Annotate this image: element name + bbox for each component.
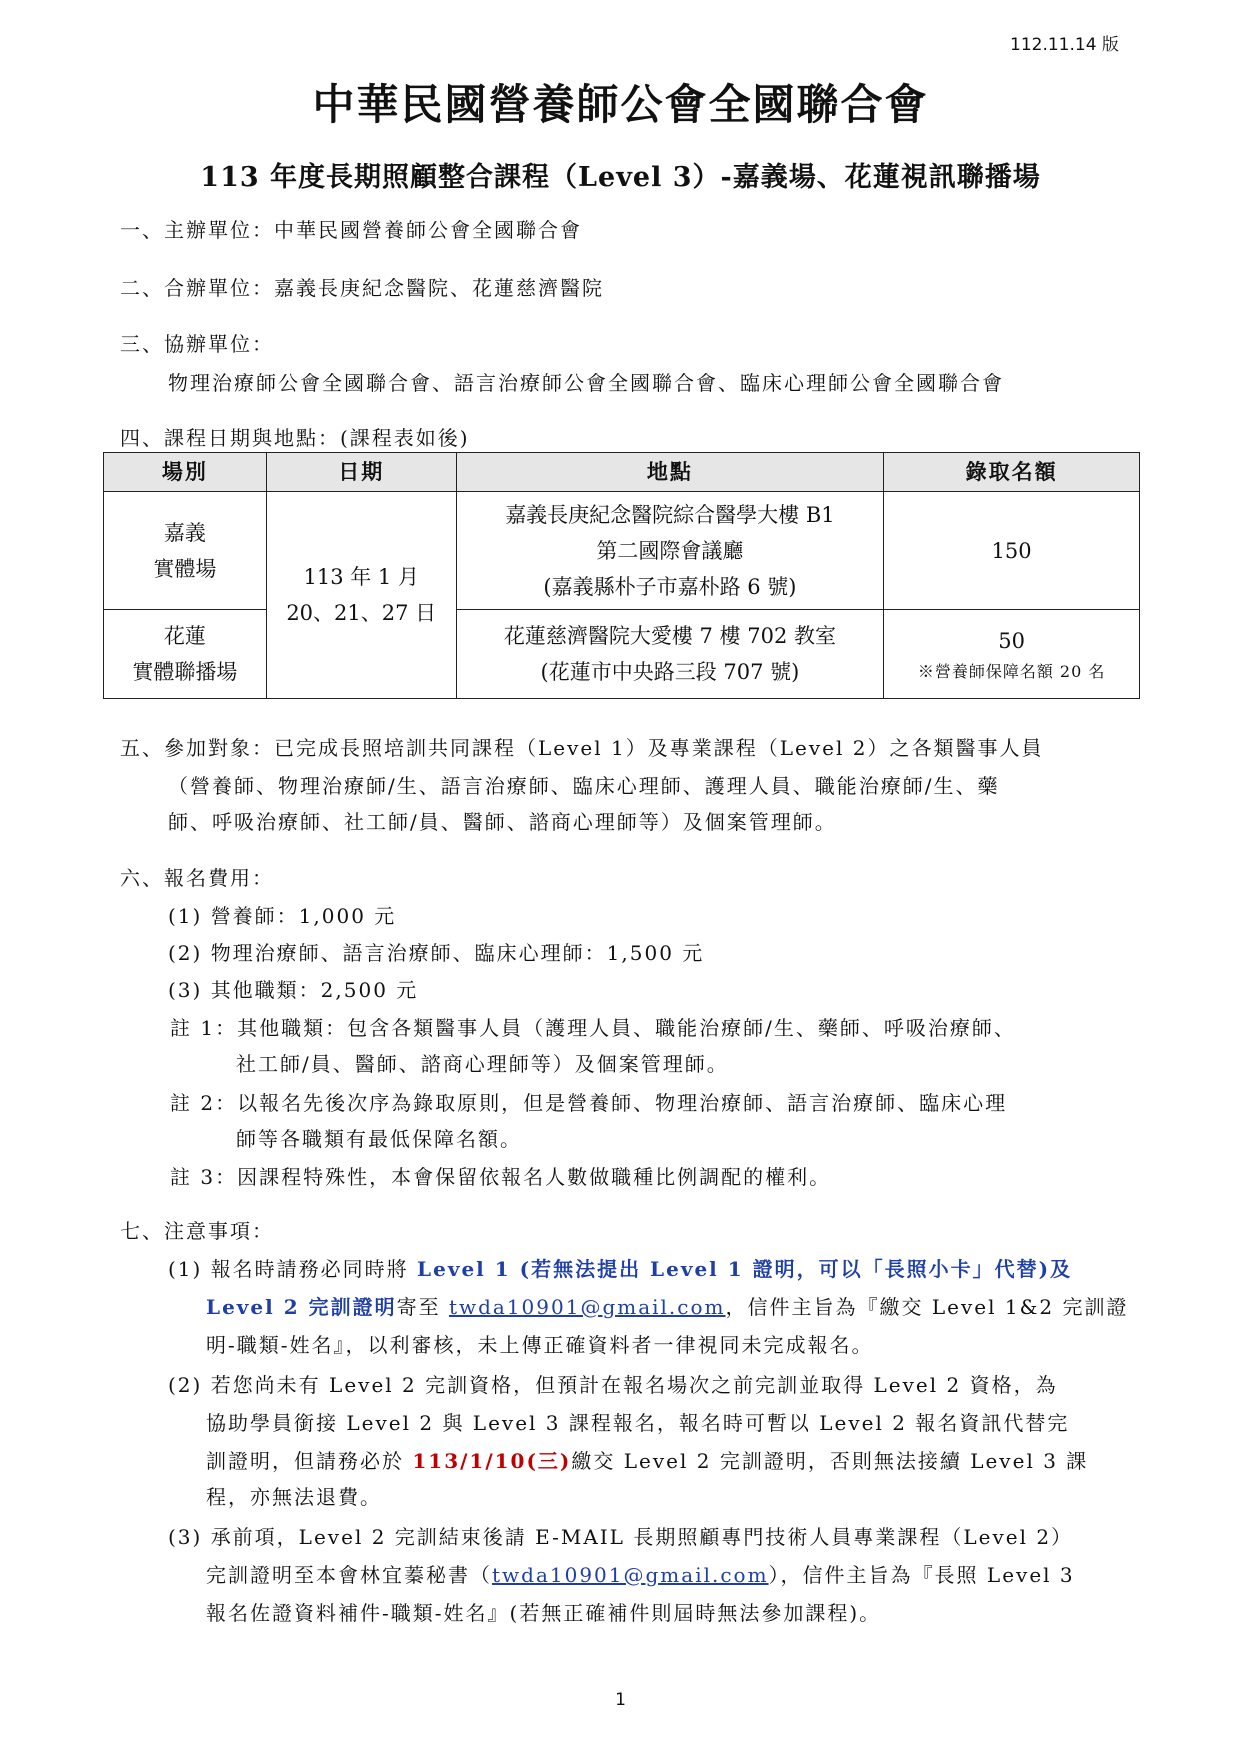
header-date: 日期 [266,453,456,492]
fee-note-2-l1: 註 2：以報名先後次序為錄取原則，但是營養師、物理治療師、語言治療師、臨床心理 [170,1091,1008,1115]
fee-note-3: 註 3：因課程特殊性，本會保留依報名人數做職種比例調配的權利。 [170,1165,832,1189]
venue-hualien: 花蓮 實體聯播場 [104,610,267,699]
section-assisting-head: 三、協辦單位： [120,332,274,356]
section-eligibility-l1: 五、參加對象：已完成長照培訓共同課程（Level 1）及專業課程（Level 2）之各類醫事人員 [120,736,1044,760]
notice-1-level2-emphasis: Level 2 完訓證明 [206,1295,397,1319]
table-row [104,492,1140,610]
quota-hualien: 50 ※營養師保障名額 20 名 [884,610,1140,699]
notice-3-l3: 報名佐證資料補件-職類-姓名』(若無正確補件則屆時無法參加課程)。 [206,1601,882,1625]
fee-note-1-l2: 社工師/員、醫師、諮商心理師等）及個案管理師。 [236,1052,729,1076]
section-assisting-body: 物理治療師公會全國聯合會、語言治療師公會全國聯合會、臨床心理師公會全國聯合會 [168,371,1004,395]
notice-1-emphasis: Level 1 (若無法提出 Level 1 證明，可以「長照小卡」代替)及 [417,1257,1073,1281]
section-fees-head: 六、報名費用： [120,866,274,890]
page-subtitle: 113 年度長期照顧整合課程（Level 3）-嘉義場、花蓮視訊聯播場 [200,162,1041,193]
notice-1-l1: (1) 報名時請務必同時將 Level 1 (若無法提出 Level 1 證明，可以「長照小卡」代替)及 [168,1257,1073,1281]
fee-note-2-l2: 師等各職類有最低保障名額。 [236,1127,522,1151]
location-chiayi: 嘉義長庚紀念醫院綜合醫學大樓 B1 第二國際會議廳 (嘉義縣朴子市嘉朴路 6 號) [456,492,884,610]
section-co-organizer: 二、合辦單位：嘉義長庚紀念醫院、花蓮慈濟醫院 [120,276,604,300]
email-link-2[interactable]: twda10901@gmail.com [492,1563,769,1587]
header-location: 地點 [456,453,884,492]
section-eligibility-l3: 師、呼吸治療師、社工師/員、醫師、諮商心理師等）及個案管理師。 [168,810,837,834]
section-notices-head: 七、注意事項： [120,1219,274,1243]
deadline-date: 113/1/10(三) [412,1449,572,1473]
section-eligibility-l2: （營養師、物理治療師/生、語言治療師、臨床心理師、護理人員、職能治療師/生、藥 [168,774,1000,798]
header-venue: 場別 [104,453,267,492]
notice-2-l4: 程，亦無法退費。 [206,1485,382,1509]
notice-3-l1: (3) 承前項，Level 2 完訓結束後請 E-MAIL 長期照顧專門技術人員專業課程（Level 2） [168,1525,1074,1549]
version-label: 112.11.14 版 [1010,35,1119,55]
schedule-table [103,452,1140,699]
notice-1-l3: 明-職類-姓名』，以利審核，未上傳正確資料者一律視同未完成報名。 [206,1333,874,1357]
page-number: 1 [615,1690,626,1710]
section-schedule-head: 四、課程日期與地點：(課程表如後) [120,426,470,450]
fee-item-1: (1) 營養師：1,000 元 [168,904,397,928]
notice-2-l3: 訓證明，但請務必於 113/1/10(三)繳交 Level 2 完訓證明，否則無法接續 Level 3 課 [206,1449,1089,1473]
table-header-row [104,453,1140,492]
fee-item-3: (3) 其他職類：2,500 元 [168,978,419,1002]
fee-item-2: (2) 物理治療師、語言治療師、臨床心理師：1,500 元 [168,941,705,965]
date-cell: 113 年 1 月 20、21、27 日 [266,492,456,699]
notice-2-l1: (2) 若您尚未有 Level 2 完訓資格，但預計在報名場次之前完訓並取得 Level 2 資格，為 [168,1373,1058,1397]
fee-note-1-l1: 註 1：其他職類：包含各類醫事人員（護理人員、職能治療師/生、藥師、呼吸治療師、 [170,1016,1016,1040]
header-quota: 錄取名額 [884,453,1140,492]
section-organizer: 一、主辦單位：中華民國營養師公會全國聯合會 [120,218,582,242]
table-row [104,610,1140,699]
notice-3-l2: 完訓證明至本會林宜蓁秘書（twda10901@gmail.com），信件主旨為『長照 Level 3 [206,1563,1075,1587]
email-link[interactable]: twda10901@gmail.com [448,1295,726,1319]
notice-2-l2: 協助學員銜接 Level 2 與 Level 3 課程報名，報名時可暫以 Level 2 報名資訊代替完 [206,1411,1070,1435]
location-hualien: 花蓮慈濟醫院大愛樓 7 樓 702 教室 (花蓮市中央路三段 707 號) [456,610,884,699]
page-title: 中華民國營養師公會全國聯合會 [312,80,929,129]
venue-chiayi: 嘉義 實體場 [104,492,267,610]
notice-1-l2: Level 2 完訓證明寄至 twda10901@gmail.com，信件主旨為『繳交 Level 1&2 完訓證 [206,1295,1129,1319]
quota-chiayi: 150 [884,492,1140,610]
quota-note: ※營養師保障名額 20 名 [917,662,1106,681]
